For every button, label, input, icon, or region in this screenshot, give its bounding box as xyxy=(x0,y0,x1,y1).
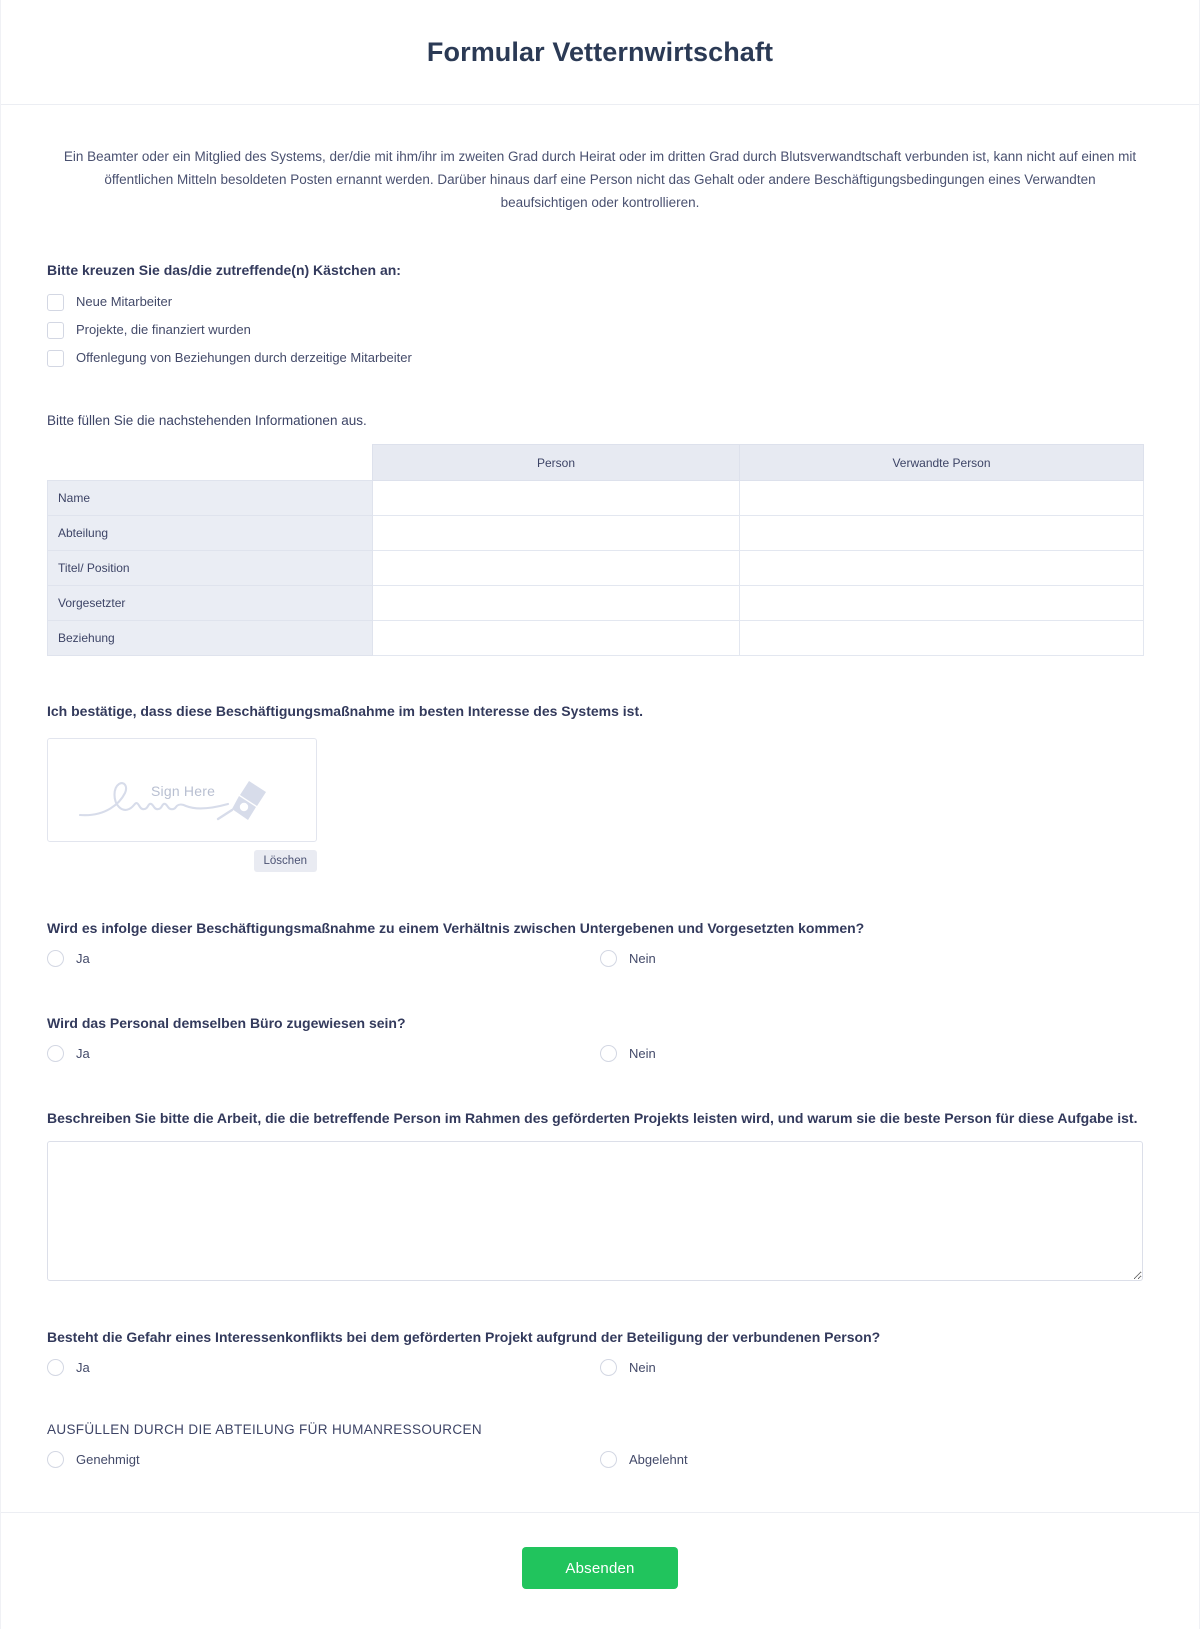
table-header-row xyxy=(48,445,1144,481)
table-input-person[interactable] xyxy=(381,516,731,550)
radio-icon[interactable] xyxy=(47,1359,64,1376)
hr-options xyxy=(47,1451,1153,1468)
radio-option-hr-approved[interactable] xyxy=(47,1451,600,1468)
table-row-label: Titel/ Position xyxy=(48,551,373,586)
radio-icon[interactable] xyxy=(600,950,617,967)
table-input-related[interactable] xyxy=(748,621,1135,655)
table-input-person[interactable] xyxy=(381,481,731,515)
table-row xyxy=(48,621,1144,656)
page-title: Formular Vetternwirtschaft xyxy=(426,36,774,67)
signature-clear-button[interactable]: Löschen xyxy=(254,850,317,872)
radio-label: Ja xyxy=(76,951,90,967)
table-col-header-related-person: Verwandte Person xyxy=(740,445,1144,481)
table-cell-person[interactable] xyxy=(373,551,740,586)
question-office-label: Wird das Personal demselben Büro zugewiesen sein? xyxy=(47,1015,406,1032)
question-conflict-options xyxy=(47,1359,1153,1376)
table-row xyxy=(48,516,1144,551)
info-table xyxy=(47,444,1144,656)
checkbox-section-label: Bitte kreuzen Sie das/die zutreffende(n) Kästchen an: xyxy=(47,261,401,278)
table-cell-person[interactable] xyxy=(373,621,740,656)
table-section-label: Bitte füllen Sie die nachstehenden Informationen aus. xyxy=(47,413,367,429)
question-description-section xyxy=(47,1108,1153,1280)
radio-label: Abgelehnt xyxy=(629,1452,688,1468)
form-footer xyxy=(1,1512,1199,1629)
radio-option-conflict-no[interactable] xyxy=(600,1359,1153,1376)
hr-section-label: AUSFÜLLEN DURCH DIE ABTEILUNG FÜR HUMANRESSOURCEN xyxy=(47,1422,482,1438)
table-cell-related[interactable] xyxy=(740,481,1144,516)
table-input-related[interactable] xyxy=(748,481,1135,515)
table-row-label: Abteilung xyxy=(48,516,373,551)
radio-icon[interactable] xyxy=(47,1045,64,1062)
intro-paragraph: Ein Beamter oder ein Mitglied des Systems, der/die mit ihm/ihr im zweiten Grad durch Heirat oder im dritten Grad durch Blutsverwandtschaft verbunden ist, kann nicht auf einen mit öffentlichen Mitteln besoldeten Posten ernannt werden. Darüber hinaus darf eine Person nicht das Gehalt oder andere Beschäftigungsbedingungen eines Verwandten beaufsichtigen oder kontrollieren. xyxy=(63,149,1137,211)
table-input-person[interactable] xyxy=(381,551,731,585)
table-row-label: Name xyxy=(48,481,373,516)
radio-icon[interactable] xyxy=(600,1359,617,1376)
checkbox-label: Offenlegung von Beziehungen durch derzeitige Mitarbeiter xyxy=(76,350,412,366)
signature-section xyxy=(47,702,1153,872)
table-corner-cell xyxy=(48,445,373,481)
table-input-related[interactable] xyxy=(748,551,1135,585)
table-cell-person[interactable] xyxy=(373,481,740,516)
question-office-section xyxy=(47,1013,1153,1062)
radio-label: Nein xyxy=(629,1360,656,1376)
table-cell-person[interactable] xyxy=(373,586,740,621)
table-row xyxy=(48,481,1144,516)
sign-here-placeholder: Sign Here xyxy=(151,782,216,799)
info-table-wrapper xyxy=(47,444,1153,656)
table-cell-related[interactable] xyxy=(740,551,1144,586)
table-input-person[interactable] xyxy=(381,621,731,655)
table-row xyxy=(48,551,1144,586)
submit-button[interactable]: Absenden xyxy=(522,1547,678,1589)
pen-nib-icon xyxy=(218,781,266,820)
radio-label: Genehmigt xyxy=(76,1452,140,1468)
table-input-related[interactable] xyxy=(748,516,1135,550)
checkbox-label: Neue Mitarbeiter xyxy=(76,294,173,310)
radio-label: Ja xyxy=(76,1360,90,1376)
description-textarea[interactable] xyxy=(47,1141,1143,1281)
checkbox-list xyxy=(47,294,1153,367)
table-input-related[interactable] xyxy=(748,586,1135,620)
checkbox-label: Projekte, die finanziert wurden xyxy=(76,322,251,338)
radio-option-office-yes[interactable] xyxy=(47,1045,600,1062)
hr-section xyxy=(47,1422,1153,1468)
checkbox-icon[interactable] xyxy=(47,350,64,367)
checkbox-section xyxy=(47,261,1153,368)
radio-icon[interactable] xyxy=(47,1451,64,1468)
description-textarea-wrapper xyxy=(47,1141,1153,1281)
table-row xyxy=(48,586,1144,621)
radio-icon[interactable] xyxy=(600,1451,617,1468)
checkbox-icon[interactable] xyxy=(47,322,64,339)
radio-option-supervisor-no[interactable] xyxy=(600,950,1153,967)
question-supervisor-label: Wird es infolge dieser Beschäftigungsmaßnahme zu einem Verhältnis zwischen Untergebenen und Vorgesetzten kommen? xyxy=(47,919,865,936)
table-row-label: Beziehung xyxy=(48,621,373,656)
question-conflict-label: Besteht die Gefahr eines Interessenkonflikts bei dem geförderten Projekt aufgrund der Beteiligung der verbundenen Person? xyxy=(47,1328,881,1345)
question-supervisor-options xyxy=(47,950,1153,967)
question-description-label: Beschreiben Sie bitte die Arbeit, die die betreffende Person im Rahmen des geförderten Projekts leisten wird, und warum sie die beste Person für diese Aufgabe ist. xyxy=(47,1110,1138,1127)
question-office-options xyxy=(47,1045,1153,1062)
table-cell-related[interactable] xyxy=(740,586,1144,621)
signature-block xyxy=(47,738,317,872)
table-cell-related[interactable] xyxy=(740,621,1144,656)
table-col-header-person: Person xyxy=(373,445,740,481)
table-cell-related[interactable] xyxy=(740,516,1144,551)
signature-clear-row xyxy=(47,850,317,872)
table-cell-person[interactable] xyxy=(373,516,740,551)
checkbox-row-new-employees[interactable] xyxy=(47,294,1153,311)
signature-flourish-icon xyxy=(78,777,298,822)
question-conflict-section xyxy=(47,1327,1153,1376)
question-supervisor-section xyxy=(47,918,1153,967)
form-body xyxy=(1,105,1199,1468)
checkbox-row-disclosure[interactable] xyxy=(47,350,1153,367)
radio-option-conflict-yes[interactable] xyxy=(47,1359,600,1376)
radio-label: Nein xyxy=(629,1046,656,1062)
radio-icon[interactable] xyxy=(47,950,64,967)
radio-label: Ja xyxy=(76,1046,90,1062)
table-input-person[interactable] xyxy=(381,586,731,620)
radio-label: Nein xyxy=(629,951,656,967)
signature-section-label: Ich bestätige, dass diese Beschäftigungsmaßnahme im besten Interesse des Systems ist. xyxy=(47,703,643,720)
signature-pad[interactable] xyxy=(47,738,317,842)
checkbox-icon[interactable] xyxy=(47,294,64,311)
radio-option-hr-rejected[interactable] xyxy=(600,1451,1153,1468)
form-header xyxy=(1,0,1199,105)
radio-option-supervisor-yes[interactable] xyxy=(47,950,600,967)
checkbox-row-funded-projects[interactable] xyxy=(47,322,1153,339)
table-row-label: Vorgesetzter xyxy=(48,586,373,621)
table-section xyxy=(47,413,1153,656)
radio-option-office-no[interactable] xyxy=(600,1045,1153,1062)
radio-icon[interactable] xyxy=(600,1045,617,1062)
